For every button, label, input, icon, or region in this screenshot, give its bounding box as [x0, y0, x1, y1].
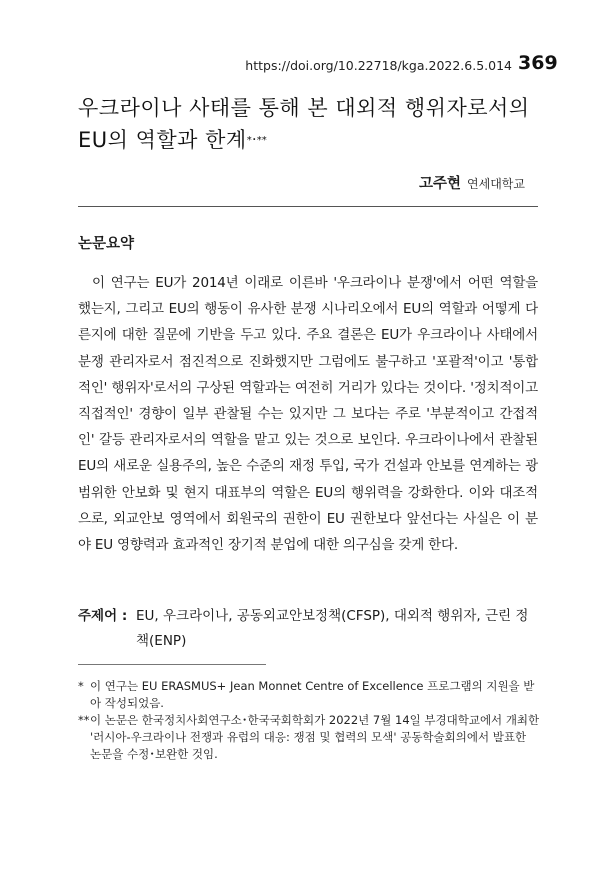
author-name: 고주현 — [419, 176, 462, 192]
title-line-2-text: EU의 역할과 한계 — [78, 128, 247, 152]
author-block — [419, 172, 525, 193]
keywords-text: EU, 우크라이나, 공동외교안보정책(CFSP), 대외적 행위자, 근린 정책(ENP) — [136, 608, 529, 649]
keywords-block — [78, 604, 538, 654]
title-footnote-marks: *･** — [246, 135, 267, 146]
footnote-2-text: 이 논문은 한국정치사회연구소･한국국회학회가 2022년 7월 14일 부경대학교에서 개최한 '러시아-우크라이나 전쟁과 유럽의 대응: 쟁점 및 협력의 모색' 공동학술회의에서 발표한 논문을 수정･보완한 것임. — [90, 713, 540, 761]
page-number-text: 369 — [518, 52, 558, 74]
footnote-1-text: 이 연구는 EU ERASMUS+ Jean Monnet Centre of Excellence 프로그램의 지원을 받아 작성되었음. — [90, 679, 535, 710]
footnote-2-mark: ** — [78, 713, 90, 727]
title-line-2 — [78, 124, 538, 157]
footnote-1 — [78, 678, 540, 712]
footnote-1-mark: * — [78, 679, 84, 693]
doi-link[interactable]: https://doi.org/10.22718/kga.2022.6.5.014 — [245, 58, 512, 73]
title-line-1: 우크라이나 사태를 통해 본 대외적 행위자로서의 — [78, 96, 530, 120]
footnote-divider — [78, 664, 266, 665]
keywords-label: 주제어 : — [78, 608, 128, 624]
abstract-heading: 논문요약 — [78, 236, 135, 252]
paper-title — [78, 92, 538, 157]
abstract-body: 이 연구는 EU가 2014년 이래로 이른바 '우크라이나 분쟁'에서 어떤 역할을 했는지, 그리고 EU의 행동이 유사한 분쟁 시나리오에서 EU의 역할과 어떻게 다른지에 대한 질문에 기반을 두고 있다. 주요 결론은 EU가 우크라이나 사태에서 분쟁 관리자로서 점진적으로 진화했지만 그럼에도 불구하고 '포괄적'이고 '통합적인' 행위자'로서의 구상된 역할과는 여전히 거리가 있다는 것이다. '정치적이고 직접적인' 경향이 일부 관찰될 수는 있지만 그 보다는 주로 '부분적이고 간접적인' 갈등 관리자로서의 역할을 맡고 있는 것으로 보인다. 우크라이나에서 관찰된 EU의 새로운 실용주의, 높은 수준의 재정 투입, 국가 건설과 안보를 연계하는 광범위한 안보화 및 현지 대표부의 역할은 EU의 행위력을 강화한다. 이와 대조적으로, 외교안보 영역에서 회원국의 권한이 EU 권한보다 앞선다는 사실은 이 분야 EU 영향력과 효과적인 장기적 분업에 대한 의구심을 갖게 한다. — [78, 275, 538, 554]
footnote-2 — [78, 712, 540, 763]
header-divider — [78, 206, 538, 207]
author-affiliation: 연세대학교 — [467, 177, 525, 191]
